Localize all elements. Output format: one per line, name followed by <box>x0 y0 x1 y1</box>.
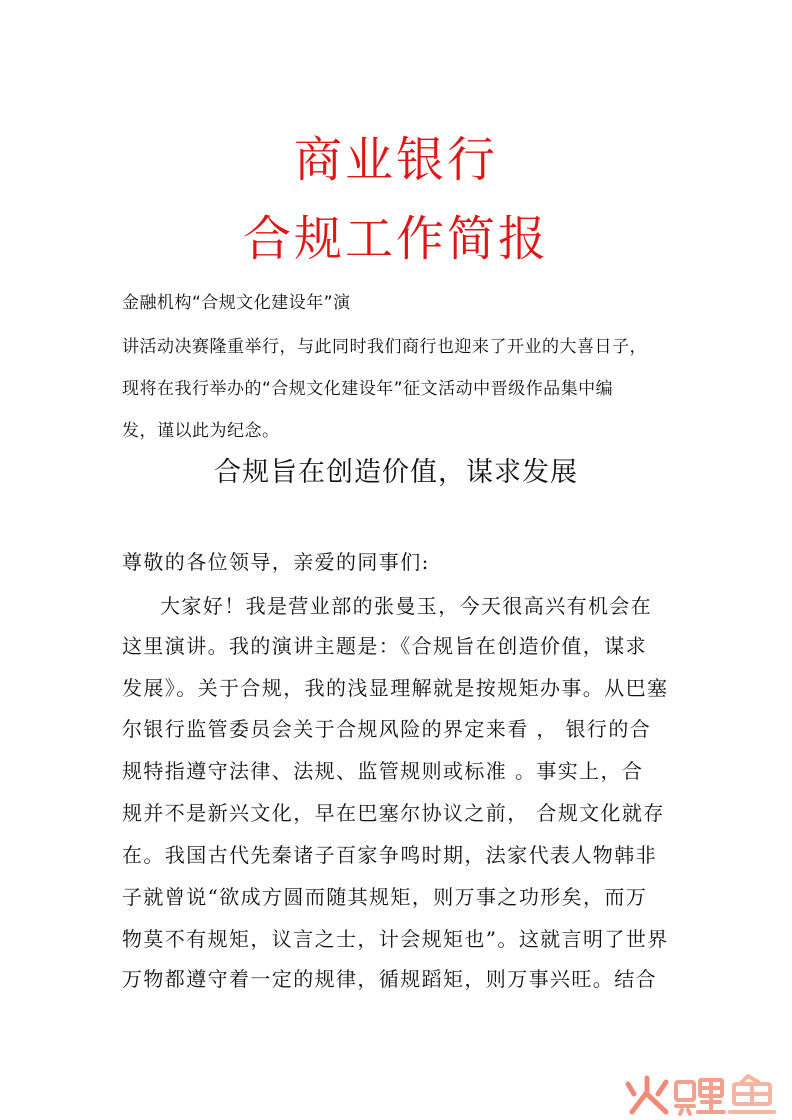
watermark-glyph-fish <box>730 1076 774 1112</box>
watermark-glyph-fire <box>628 1078 666 1112</box>
body-line: 在。我国古代先秦诸子百家争鸣时期，法家代表人物韩非 <box>122 843 657 867</box>
report-title-line1: 商业银行 <box>293 132 498 188</box>
body-line: 规并不是新兴文化，早在巴塞尔协议之前， 合规文化就存 <box>122 801 665 825</box>
greeting: 尊敬的各位领导，亲爱的同事们: <box>122 550 430 574</box>
intro-line: 讲活动决赛隆重举行，与此同时我们商行也迎来了开业的大喜日子， <box>122 337 647 357</box>
body-line: 大家好！我是营业部的张曼玉，今天很高兴有机会在 <box>160 594 653 618</box>
report-title-line2: 合规工作简报 <box>242 211 549 267</box>
body-line: 这里演讲。我的演讲主题是：《合规旨在创造价值，谋求 <box>122 634 647 658</box>
watermark-logo <box>622 1074 782 1116</box>
intro-line: 发，谨以此为纪念。 <box>122 421 280 441</box>
watermark-glyph-carp <box>676 1080 724 1114</box>
article-title: 合规旨在创造价值，谋求发展 <box>214 457 578 488</box>
body-line: 万物都遵守着一定的规律，循规蹈矩，则万事兴旺。结合 <box>122 967 657 991</box>
body-line: 物莫不有规矩，议言之士，计会规矩也”。这就言明了世界 <box>122 927 669 951</box>
watermark-logo-icon <box>622 1074 782 1116</box>
intro-line: 现将在我行举办的“合规文化建设年”征文活动中晋级作品集中编 <box>122 379 614 399</box>
body-line: 尔银行监管委员会关于合规风险的界定来看 ， 银行的合 <box>122 717 652 741</box>
body-line: 规特指遵守法律、法规、监管规则或标准 。事实上，合 <box>122 759 644 783</box>
body-line: 发展》。关于合规，我的浅显理解就是按规矩办事。从巴塞 <box>122 676 669 700</box>
intro-line: 金融机构“合规文化建设年”演 <box>122 293 351 313</box>
body-line: 子就曾说“欲成方圆而随其规矩，则万事之功形矣，而万 <box>122 885 648 909</box>
